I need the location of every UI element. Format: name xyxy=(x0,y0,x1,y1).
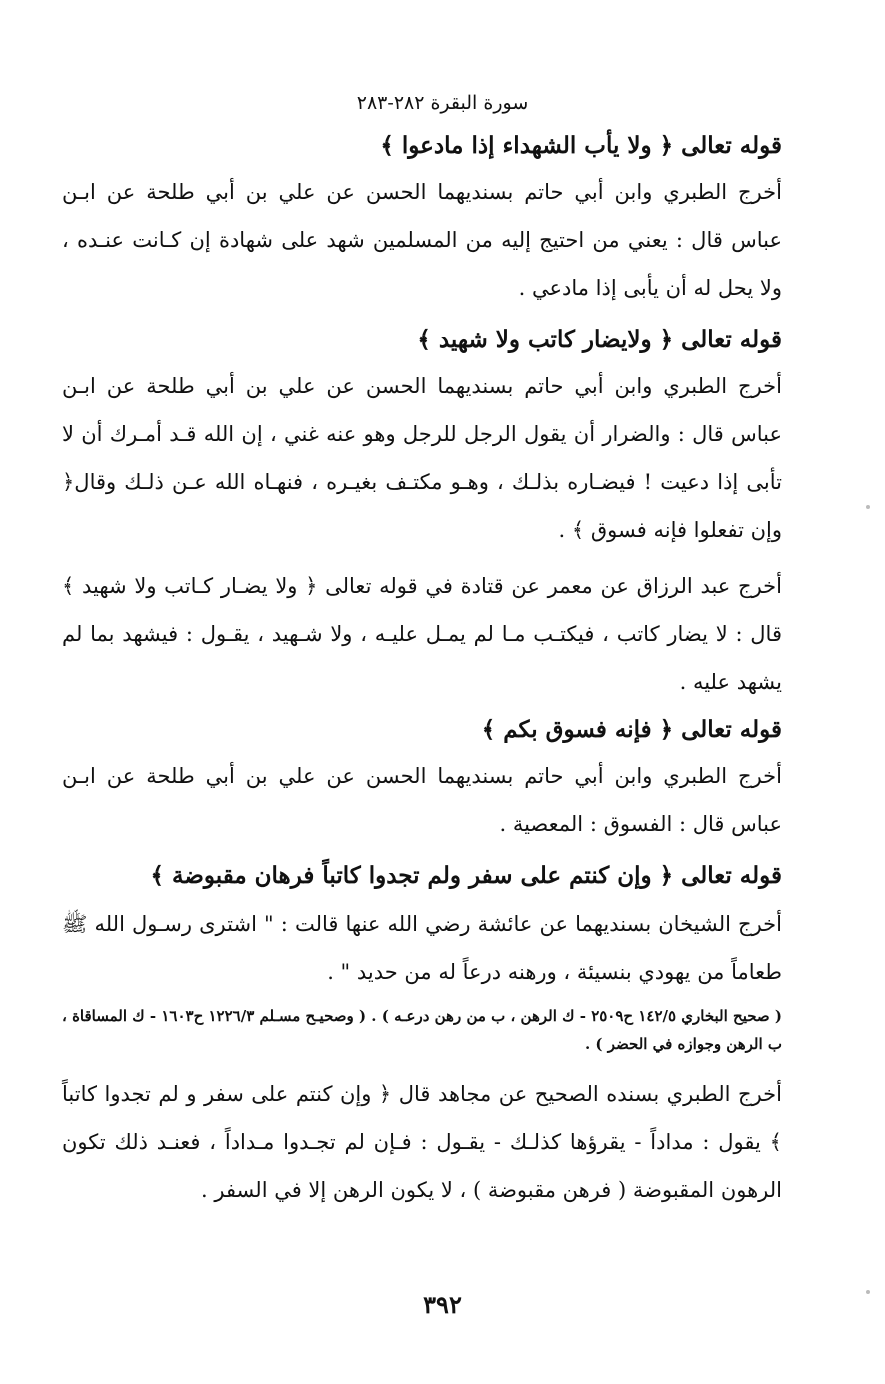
section-heading: قوله تعالى ﴿ ولا يأب الشهداء إذا مادعوا ﴾ xyxy=(380,132,782,159)
section-heading: قوله تعالى ﴿ ولايضار كاتب ولا شهيد ﴾ xyxy=(417,326,782,353)
paragraph: أخرج الطبري وابن أبي حاتم بسنديهما الحسن عن علي بن أبي طلحة عن ابـن عباس قال : يعني من احتيج إليه من المسلمين شهد على شهادة إن كـانت عنـده ، ولا يحل له أن يأبى إذا مادعي . xyxy=(62,180,782,300)
section-heading: قوله تعالى ﴿ فإنه فسوق بكم ﴾ xyxy=(481,716,782,743)
section-4-body xyxy=(62,900,782,996)
section-2 xyxy=(62,320,782,360)
scan-mark xyxy=(866,1290,870,1294)
section-3 xyxy=(62,710,782,750)
section-4 xyxy=(62,856,782,896)
section-heading: قوله تعالى ﴿ وإن كنتم على سفر ولم تجدوا كاتباً فرهان مقبوضة ﴾ xyxy=(150,862,782,889)
paragraph: أخرج عبد الرزاق عن معمر عن قتادة في قوله تعالى ﴿ ولا يضـار كـاتب ولا شهيد ﴾ قال : لا يضار كاتب ، فيكتـب مـا لم يمـل عليـه ، ولا شـهيد ، يقـول : فيشهد بما لم يشهد عليه . xyxy=(62,574,782,694)
section-1-body xyxy=(62,168,782,312)
hadith-reference xyxy=(62,1002,782,1058)
section-2-body xyxy=(62,362,782,554)
scan-mark xyxy=(866,505,870,509)
section-4-body-2 xyxy=(62,1070,782,1214)
section-1 xyxy=(62,126,782,166)
section-2-body-2 xyxy=(62,562,782,706)
paragraph: أخرج الطبري وابن أبي حاتم بسنديهما الحسن عن علي بن أبي طلحة عن ابـن عباس قال : الفسوق : المعصية . xyxy=(62,764,782,836)
running-header: سورة البقرة ٢٨٢-٢٨٣ xyxy=(356,92,529,114)
section-3-body xyxy=(62,752,782,848)
reference-note: ( صحيح البخاري ١٤٢/٥ ح٢٥٠٩ - ك الرهن ، ب من رهن درعـه ) . ( وصحيـح مسـلم ١٢٢٦/٣ ح١٦٠٣ - ك المساقاة ، ب الرهن وجوازه في الحضر ) . xyxy=(62,1007,782,1053)
paragraph: أخرج الطبري وابن أبي حاتم بسنديهما الحسن عن علي بن أبي طلحة عن ابـن عباس قال : والضرار أن يقول الرجل للرجل وهو عنه غني ، إن الله قـد أمـرك أن لا تأبى إذا دعيت ! فيضـاره بذلـك ، وهـو مكتـف بغيـره ، فنهـاه الله عـن ذلـك وقال﴿ وإن تفعلوا فإنه فسوق ﴾ . xyxy=(62,374,782,542)
paragraph: أخرج الطبري بسنده الصحيح عن مجاهد قال ﴿ وإن كنتم على سفر و لم تجدوا كاتباً ﴾ يقول : مداداً - يقرؤها كذلـك - يقـول : فـإن لم تجـدوا مـداداً ، فعنـد ذلك تكون الرهون المقبوضة ( فرهن مقبوضة ) ، لا يكون الرهن إلا في السفر . xyxy=(62,1082,782,1202)
page-number: ٣٩٢ xyxy=(423,1290,462,1319)
paragraph: أخرج الشيخان بسنديهما عن عائشة رضي الله عنها قالت : " اشترى رسـول الله ﷺ طعاماً من يهودي بنسيئة ، ورهنه درعاً له من حديد " . xyxy=(62,912,782,984)
